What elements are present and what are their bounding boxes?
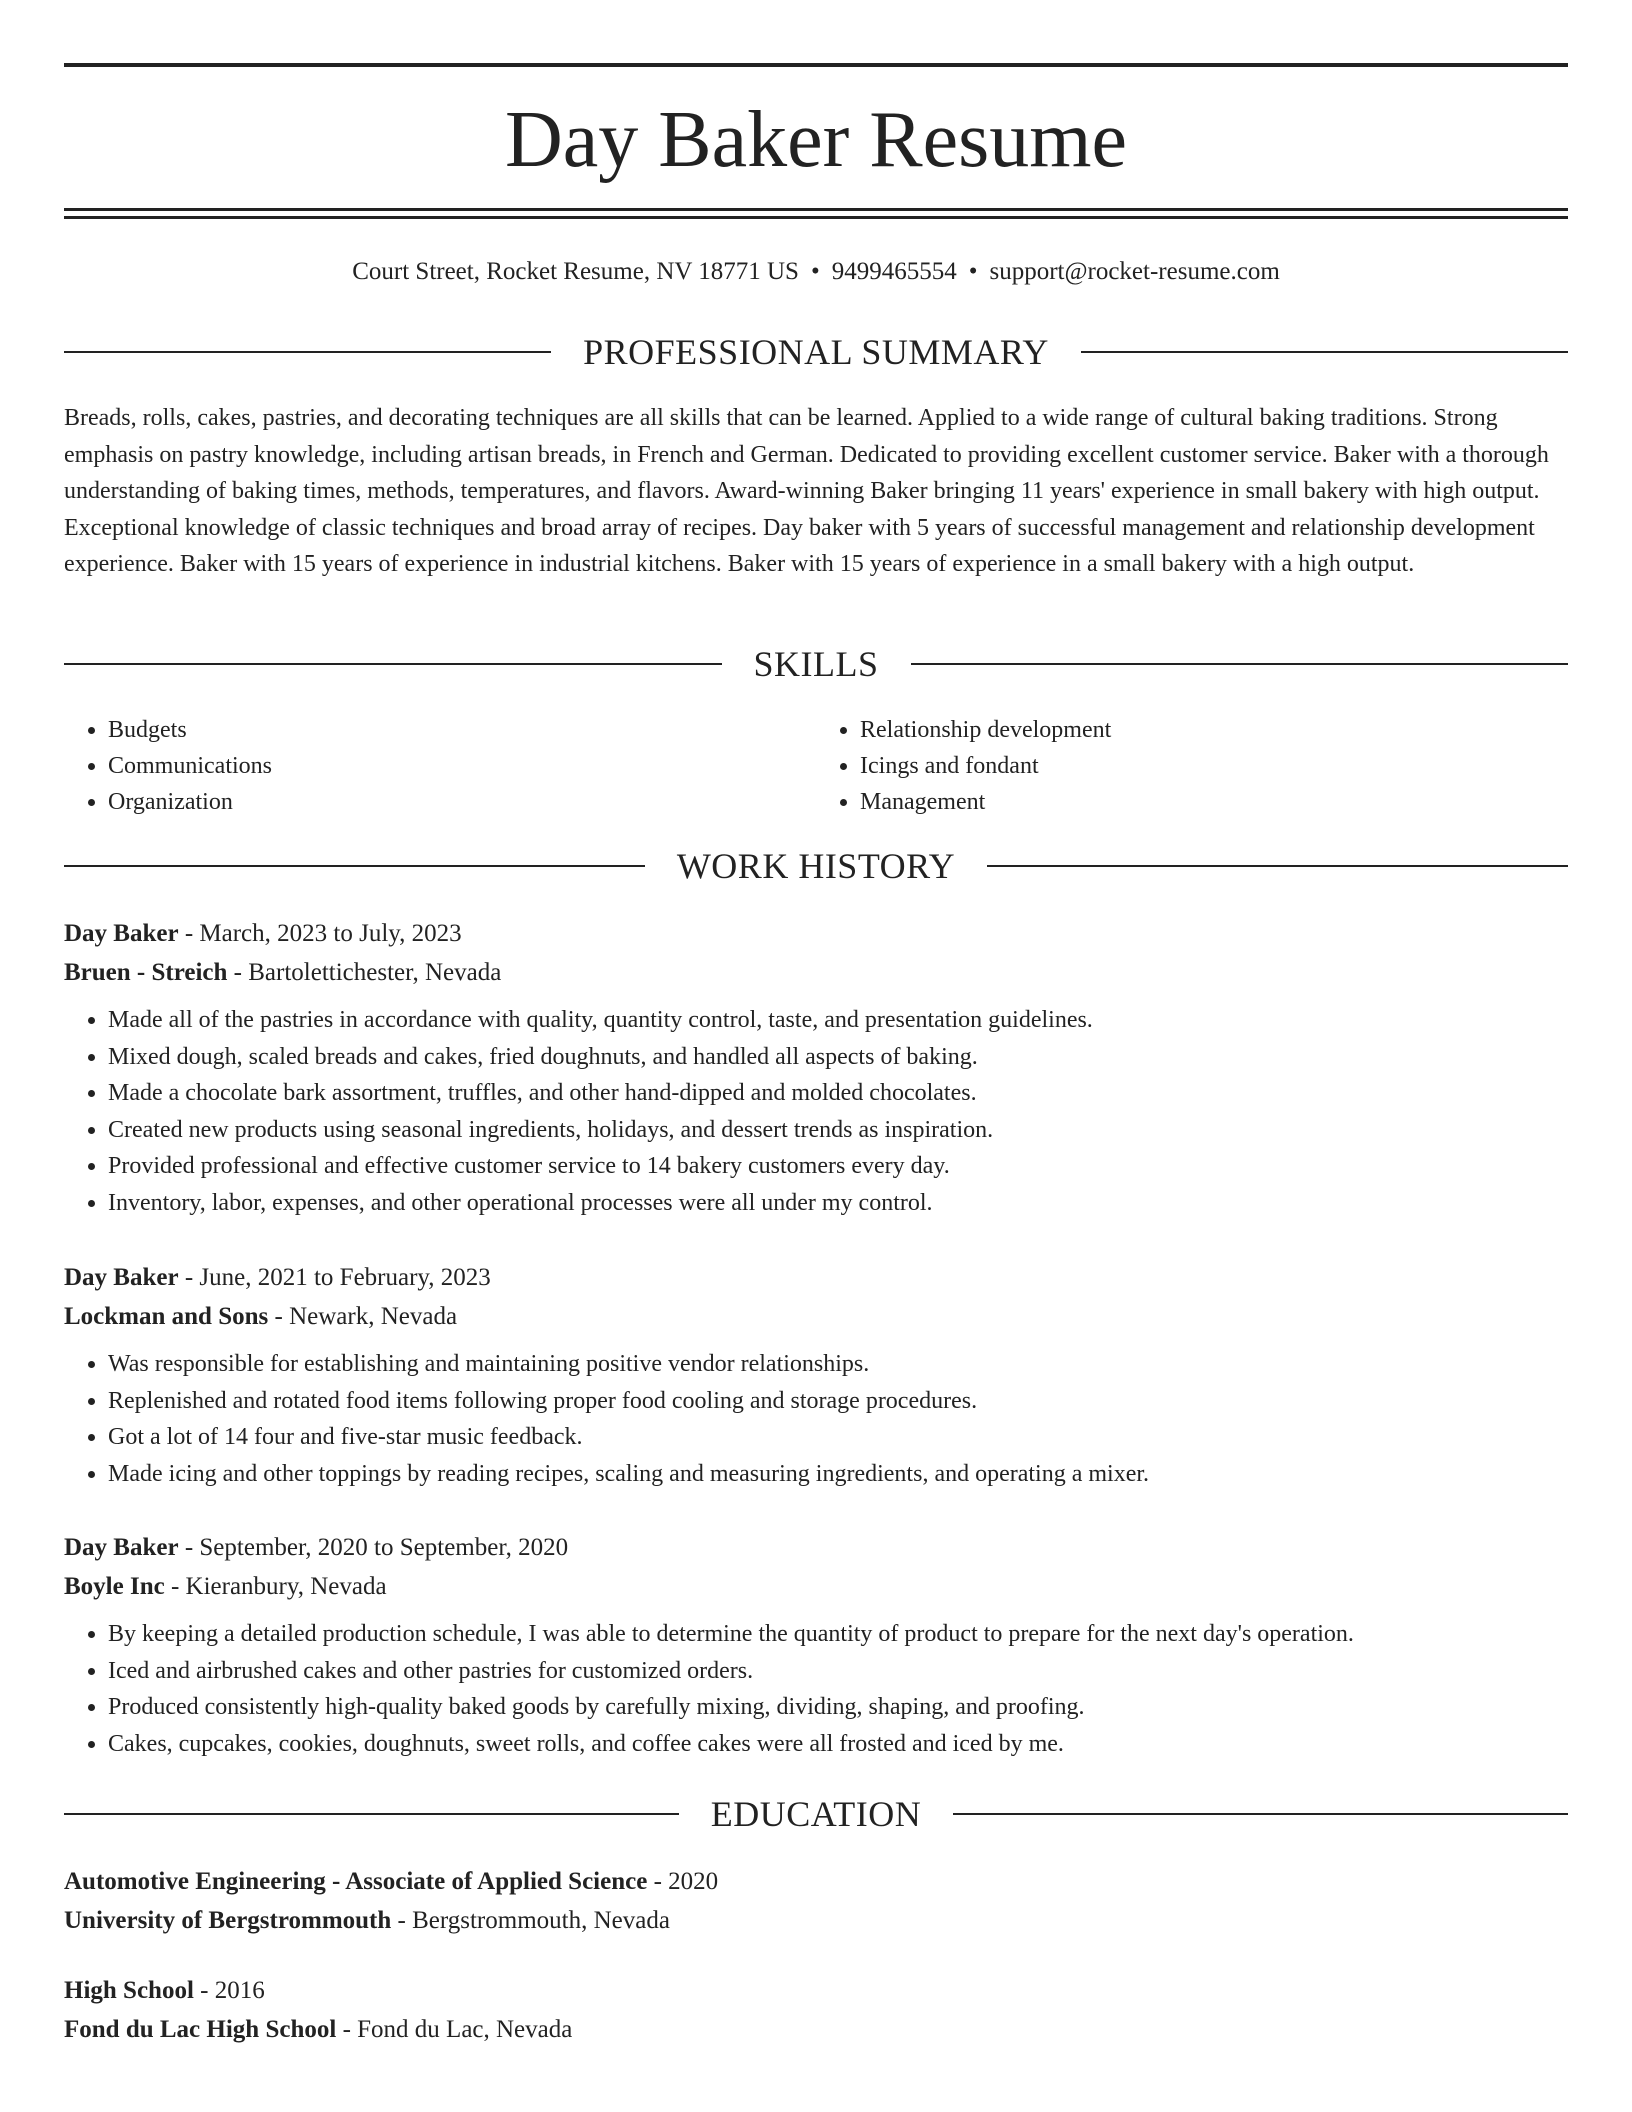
job-company: Bruen - Streich <box>64 959 228 986</box>
education-degree: Automotive Engineering - Associate of Applied Science <box>64 1868 648 1895</box>
contact-separator: • <box>968 258 978 285</box>
job-bullet: • Mixed dough, scaled breads and cakes, fried doughnuts, and handled all aspects of baking. <box>108 1039 1568 1076</box>
education-year: - 2020 <box>647 1868 719 1895</box>
job-bullets <box>64 1616 1568 1762</box>
education-entry <box>64 1971 1568 2049</box>
section-rule <box>953 1813 1568 1815</box>
contact-email: support@rocket-resume.com <box>989 258 1280 285</box>
job-bullet: • Inventory, labor, expenses, and other operational processes were all under my control. <box>108 1185 1568 1222</box>
section-title: WORK HISTORY <box>676 846 956 886</box>
job-title: Day Baker <box>64 1264 179 1291</box>
job-title-line <box>64 1528 1568 1567</box>
section-header-work <box>64 844 1568 888</box>
education-degree: High School <box>64 1977 194 2004</box>
job-bullet: • Created new products using seasonal ingredients, holidays, and dessert trends as inspiration. <box>108 1112 1568 1149</box>
job-title-line <box>64 914 1568 953</box>
contact-separator: • <box>810 258 820 285</box>
education-location: - Fond du Lac, Nevada <box>336 2016 573 2043</box>
title-rule-upper <box>64 208 1568 211</box>
job-location: - Kieranbury, Nevada <box>164 1573 387 1600</box>
skills-column-left <box>64 712 816 820</box>
job-bullet: • Made all of the pastries in accordance with quality, quantity control, taste, and presentation guidelines. <box>108 1002 1568 1039</box>
education-school-line <box>64 2010 1568 2049</box>
education-year: - 2016 <box>193 1977 265 2004</box>
job-entry <box>64 1528 1568 1762</box>
section-header-education <box>64 1792 1568 1836</box>
job-dates: - March, 2023 to July, 2023 <box>178 920 462 947</box>
job-company-line <box>64 1297 1568 1336</box>
section-title: EDUCATION <box>710 1794 922 1834</box>
job-company: Boyle Inc <box>64 1573 165 1600</box>
job-bullet: • Made icing and other toppings by reading recipes, scaling and measuring ingredients, and operating a mixer. <box>108 1456 1568 1493</box>
section-rule <box>987 865 1568 867</box>
job-location: - Bartolettichester, Nevada <box>227 959 502 986</box>
job-bullet: • Was responsible for establishing and maintaining positive vendor relationships. <box>108 1346 1568 1383</box>
job-bullet: • Produced consistently high-quality baked goods by carefully mixing, dividing, shaping, and proofing. <box>108 1689 1568 1726</box>
job-title: Day Baker <box>64 1534 179 1561</box>
section-rule <box>1081 351 1568 353</box>
contact-phone: 9499465554 <box>831 258 957 285</box>
skill-item: • Organization <box>108 784 816 820</box>
resume-title: Day Baker Resume <box>504 96 1128 184</box>
section-header-skills <box>64 642 1568 686</box>
contact-address: Court Street, Rocket Resume, NV 18771 US <box>352 258 799 285</box>
job-title-line <box>64 1258 1568 1297</box>
job-dates: - September, 2020 to September, 2020 <box>178 1534 569 1561</box>
skill-item: • Communications <box>108 748 816 784</box>
education-entry <box>64 1862 1568 1940</box>
job-bullet: • By keeping a detailed production schedule, I was able to determine the quantity of product to prepare for the next day's operation. <box>108 1616 1568 1653</box>
job-bullets <box>64 1346 1568 1492</box>
section-title: PROFESSIONAL SUMMARY <box>583 332 1049 372</box>
section-rule <box>64 1813 679 1815</box>
section-title: SKILLS <box>753 644 879 684</box>
education-school: Fond du Lac High School <box>64 2016 337 2043</box>
job-title: Day Baker <box>64 920 179 947</box>
summary-text: Breads, rolls, cakes, pastries, and decorating techniques are all skills that can be learned. Applied to a wide range of cultural baking traditions. Strong emphasis on pastry knowledge, including artisan breads, in French and German. Dedicated to providing excellent customer service. Baker with a thorough understanding of baking times, methods, temperatures, and flavors. Award-winning Baker bringing 11 years' experience in small bakery with high output. Exceptional knowledge of classic techniques and broad array of recipes. Day baker with 5 years of successful management and relationship development experience. Baker with 15 years of experience in industrial kitchens. Baker with 15 years of experience in a small bakery with a high output. <box>64 405 1549 577</box>
section-header-summary <box>64 330 1568 374</box>
section-rule <box>64 663 722 665</box>
job-bullet: • Cakes, cupcakes, cookies, doughnuts, sweet rolls, and coffee cakes were all frosted and iced by me. <box>108 1726 1568 1763</box>
job-bullet: • Iced and airbrushed cakes and other pastries for customized orders. <box>108 1653 1568 1690</box>
contact-line <box>64 255 1568 289</box>
job-company-line <box>64 953 1568 992</box>
job-location: - Newark, Nevada <box>268 1303 458 1330</box>
education-degree-line <box>64 1971 1568 2010</box>
top-rule <box>64 63 1568 67</box>
skill-item: • Budgets <box>108 712 816 748</box>
section-rule <box>64 351 551 353</box>
section-rule <box>64 865 645 867</box>
job-company-line <box>64 1567 1568 1606</box>
education-degree-line <box>64 1862 1568 1901</box>
skill-item: • Management <box>860 784 1568 820</box>
job-bullet: • Provided professional and effective customer service to 14 bakery customers every day. <box>108 1148 1568 1185</box>
job-company: Lockman and Sons <box>64 1303 269 1330</box>
education-location: - Bergstrommouth, Nevada <box>391 1907 670 1934</box>
skills-list <box>64 712 1568 820</box>
skill-item: • Icings and fondant <box>860 748 1568 784</box>
job-entry <box>64 914 1568 1221</box>
title-rule-lower <box>64 216 1568 219</box>
job-bullet: • Got a lot of 14 four and five-star music feedback. <box>108 1419 1568 1456</box>
section-rule <box>911 663 1569 665</box>
job-bullets <box>64 1002 1568 1221</box>
education-school: University of Bergstrommouth <box>64 1907 392 1934</box>
job-bullet: • Replenished and rotated food items following proper food cooling and storage procedures. <box>108 1383 1568 1420</box>
education-school-line <box>64 1901 1568 1940</box>
job-dates: - June, 2021 to February, 2023 <box>178 1264 491 1291</box>
job-bullet: • Made a chocolate bark assortment, truffles, and other hand-dipped and molded chocolates. <box>108 1075 1568 1112</box>
skills-column-right <box>816 712 1568 820</box>
skill-item: • Relationship development <box>860 712 1568 748</box>
job-entry <box>64 1258 1568 1492</box>
